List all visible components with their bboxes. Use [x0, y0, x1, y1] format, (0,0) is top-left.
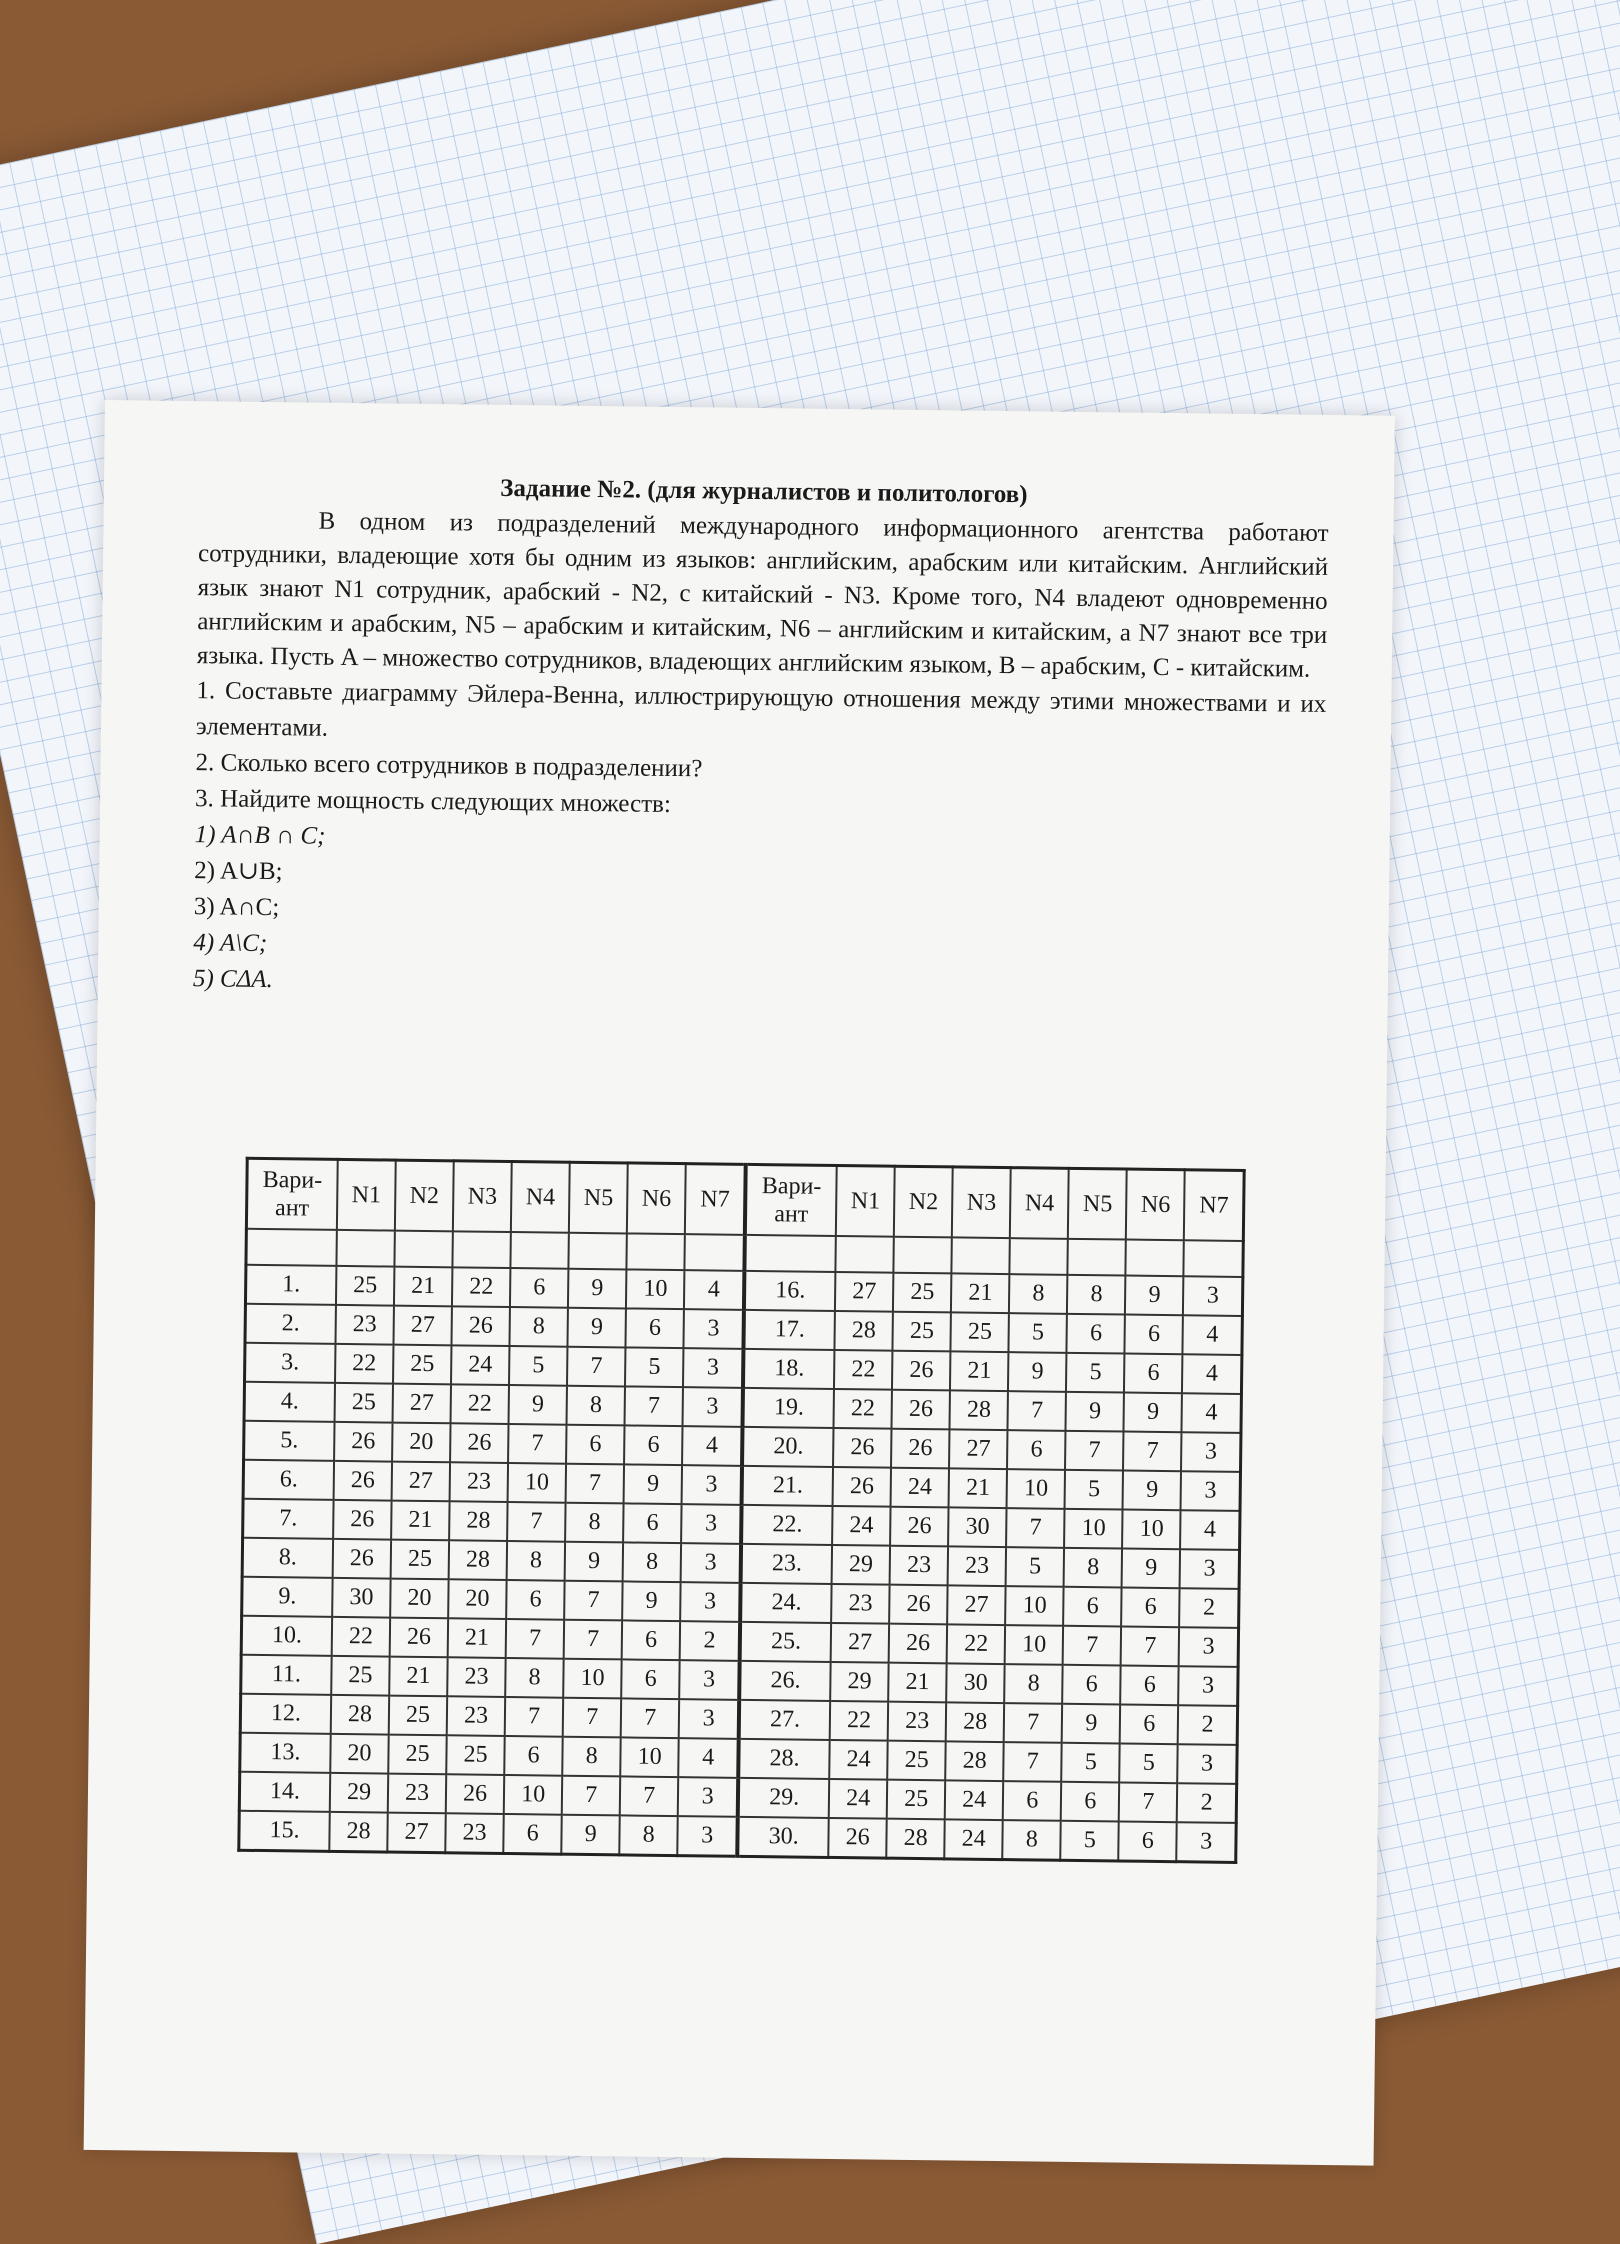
- table-cell: 25: [335, 1383, 394, 1423]
- table-cell: 6: [1067, 1314, 1126, 1354]
- variants-table: [237, 1157, 1245, 1864]
- table-cell: 3: [679, 1699, 739, 1739]
- table-cell: 4.: [244, 1382, 335, 1422]
- table-cell: 3: [681, 1543, 741, 1583]
- table-cell: 27: [831, 1623, 890, 1663]
- table-cell: 26: [828, 1818, 887, 1858]
- table-cell: 27: [387, 1813, 446, 1853]
- table-cell: 26: [334, 1422, 393, 1462]
- table-cell: 3: [684, 1309, 744, 1349]
- table-cell: 24.: [740, 1583, 831, 1623]
- table-cell: 8: [1064, 1548, 1123, 1588]
- table-cell: 6: [503, 1814, 562, 1854]
- table-cell: 6: [1121, 1588, 1180, 1628]
- table-cell: 25: [893, 1312, 952, 1352]
- table-cell: 23.: [741, 1544, 832, 1584]
- table-cell: 26: [446, 1774, 505, 1814]
- table-cell: 7: [564, 1581, 623, 1621]
- task-title: Задание №2. (для журналистов и политологов): [500, 474, 1028, 509]
- table-cell: 26: [892, 1390, 951, 1430]
- table-cell: 26: [450, 1423, 509, 1463]
- table-cell: 16.: [744, 1271, 835, 1311]
- table-cell: 21.: [742, 1466, 833, 1506]
- table-cell: 6: [504, 1736, 563, 1776]
- table-cell: 2: [1180, 1588, 1240, 1628]
- table-cell: 5: [1061, 1821, 1120, 1861]
- table-cell: 9: [624, 1464, 683, 1504]
- table-cell: 10: [1005, 1625, 1064, 1665]
- table-cell: [1126, 1240, 1184, 1277]
- table-cell: [569, 1233, 627, 1270]
- table-cell: 21: [394, 1267, 453, 1307]
- table-cell: 23: [948, 1546, 1007, 1586]
- table-cell: 18.: [743, 1349, 834, 1389]
- table-cell: 6: [1063, 1665, 1122, 1705]
- table-cell: 9: [1066, 1392, 1125, 1432]
- header-variant: Вари-ант: [246, 1158, 337, 1230]
- table-cell: 24: [891, 1468, 950, 1508]
- table-cell: 28: [886, 1819, 945, 1859]
- question-1: 1. Составьте диаграмму Эйлера-Венна, иллюстрирующую отношения между этими множествами и их элементами.: [195, 677, 1327, 742]
- table-cell: 3: [1183, 1276, 1243, 1316]
- table-cell: [685, 1234, 745, 1271]
- table-cell: 5: [1066, 1353, 1125, 1393]
- table-cell: 6: [566, 1425, 625, 1465]
- table-cell: 8: [565, 1503, 624, 1543]
- table-cell: 26: [390, 1618, 449, 1658]
- table-cell: 7: [1004, 1703, 1063, 1743]
- header-n4: N4: [511, 1162, 570, 1233]
- table-cell: 26: [890, 1507, 949, 1547]
- table-cell: 7: [566, 1464, 625, 1504]
- set-expression-5: 5) CΔA.: [192, 965, 274, 994]
- table-cell: [246, 1229, 337, 1266]
- table-cell: 22: [452, 1267, 511, 1307]
- table-cell: 3: [1179, 1627, 1239, 1667]
- table-cell: 3: [1180, 1549, 1240, 1589]
- table-cell: 19.: [743, 1388, 834, 1428]
- set-expression-4: 4) A\C;: [193, 929, 268, 958]
- table-cell: 27: [835, 1272, 894, 1312]
- table-cell: 3: [681, 1504, 741, 1544]
- table-cell: 28: [946, 1702, 1005, 1742]
- table-cell: 29.: [738, 1778, 829, 1818]
- table-cell: 9: [509, 1385, 568, 1425]
- table-cell: 3: [1179, 1666, 1239, 1706]
- table-cell: [894, 1237, 952, 1274]
- table-cell: 25: [391, 1540, 450, 1580]
- table-cell: 28: [950, 1390, 1009, 1430]
- table-cell: 10: [563, 1659, 622, 1699]
- table-cell: 28: [945, 1741, 1004, 1781]
- table-cell: 26: [833, 1467, 892, 1507]
- table-cell: 26: [452, 1306, 511, 1346]
- table-cell: 10: [504, 1775, 563, 1815]
- table-cell: [511, 1232, 569, 1269]
- table-cell: 8: [507, 1541, 566, 1581]
- table-cell: 7: [1121, 1627, 1180, 1667]
- table-cell: 23: [890, 1546, 949, 1586]
- set-expression-3: 3) A∩C;: [193, 893, 280, 922]
- table-cell: 21: [448, 1618, 507, 1658]
- table-cell: 28.: [738, 1739, 829, 1779]
- table-cell: 6: [1119, 1821, 1178, 1861]
- table-cell: 22: [335, 1344, 394, 1384]
- table-cell: [394, 1231, 452, 1268]
- table-cell: 4: [682, 1426, 742, 1466]
- header-n3-2: N3: [952, 1167, 1011, 1238]
- table-cell: 22: [332, 1617, 391, 1657]
- table-cell: 7: [508, 1424, 567, 1464]
- table-cell: 7: [1119, 1782, 1178, 1822]
- table-cell: 9: [622, 1581, 681, 1621]
- table-cell: 26: [833, 1428, 892, 1468]
- table-cell: 27: [394, 1306, 453, 1346]
- table-cell: 7: [620, 1776, 679, 1816]
- table-cell: 29: [832, 1545, 891, 1585]
- table-cell: 7.: [243, 1499, 334, 1539]
- table-cell: 25: [951, 1312, 1010, 1352]
- table-cell: 20: [392, 1423, 451, 1463]
- set-expression-2: 2) A∪B;: [194, 857, 283, 886]
- table-cell: 9: [1122, 1549, 1181, 1589]
- table-cell: 29: [830, 1662, 889, 1702]
- header-n7: N7: [685, 1164, 746, 1235]
- table-cell: 3: [1181, 1432, 1241, 1472]
- table-cell: 4: [684, 1270, 744, 1310]
- table-cell: 8: [505, 1658, 564, 1698]
- table-cell: 29: [330, 1773, 389, 1813]
- table-cell: 3: [678, 1777, 738, 1817]
- table-cell: 2.: [245, 1304, 336, 1344]
- table-cell: 9: [1124, 1393, 1183, 1433]
- table-cell: [745, 1235, 836, 1272]
- table-cell: 6: [1121, 1666, 1180, 1706]
- table-cell: 8: [623, 1542, 682, 1582]
- table-cell: 8.: [242, 1538, 333, 1578]
- table-cell: 23: [335, 1305, 394, 1345]
- table-cell: 23: [388, 1774, 447, 1814]
- table-cell: 3: [679, 1660, 739, 1700]
- table-cell: 11.: [241, 1655, 332, 1695]
- table-cell: 26: [334, 1461, 393, 1501]
- table-cell: 9: [1123, 1471, 1182, 1511]
- table-cell: 26: [333, 1539, 392, 1579]
- table-cell: 4: [1183, 1315, 1243, 1355]
- table-cell: 26: [891, 1429, 950, 1469]
- table-cell: 9.: [242, 1577, 333, 1617]
- table-cell: 3: [1178, 1744, 1238, 1784]
- header-n5-2: N5: [1068, 1168, 1127, 1239]
- table-cell: 25.: [740, 1622, 831, 1662]
- table-cell: 17.: [744, 1310, 835, 1350]
- table-cell: 3: [1177, 1822, 1237, 1862]
- table-cell: 21: [389, 1657, 448, 1697]
- table-cell: 6: [510, 1268, 569, 1308]
- table-cell: 25: [393, 1345, 452, 1385]
- table-cell: 2: [680, 1621, 740, 1661]
- set-expression-1: 1) A∩B ∩ C;: [194, 821, 326, 850]
- table-cell: 5: [1062, 1743, 1121, 1783]
- table-cell: 27: [947, 1585, 1006, 1625]
- table-cell: 10: [620, 1737, 679, 1777]
- table-cell: 7: [563, 1698, 622, 1738]
- table-cell: 5: [1120, 1744, 1179, 1784]
- table-cell: 30.: [737, 1817, 828, 1858]
- table-cell: 10: [1005, 1586, 1064, 1626]
- table-cell: 22.: [741, 1505, 832, 1545]
- header-n7-2: N7: [1184, 1170, 1244, 1241]
- table-cell: 6: [626, 1308, 685, 1348]
- table-cell: 20: [390, 1579, 449, 1619]
- table-cell: 9: [565, 1542, 624, 1582]
- table-cell: 10: [1122, 1510, 1181, 1550]
- header-n3: N3: [453, 1161, 512, 1232]
- table-cell: 24: [451, 1345, 510, 1385]
- table-cell: 20.: [742, 1427, 833, 1467]
- header-n2: N2: [395, 1160, 454, 1231]
- table-cell: 25: [446, 1735, 505, 1775]
- table-cell: 26: [889, 1624, 948, 1664]
- table-cell: [952, 1237, 1010, 1274]
- table-cell: [336, 1230, 394, 1267]
- table-cell: 25: [388, 1735, 447, 1775]
- table-cell: 8: [567, 1386, 626, 1426]
- table-cell: 21: [949, 1468, 1008, 1508]
- table-cell: 7: [562, 1776, 621, 1816]
- table-cell: 6: [622, 1620, 681, 1660]
- table-cell: 28: [835, 1311, 894, 1351]
- table-cell: 6: [1063, 1587, 1122, 1627]
- table-cell: 15.: [239, 1811, 330, 1852]
- table-cell: 7: [621, 1698, 680, 1738]
- table-cell: 27: [393, 1384, 452, 1424]
- table-cell: 12.: [240, 1694, 331, 1734]
- table-cell: 24: [829, 1740, 888, 1780]
- table-cell: 23: [450, 1462, 509, 1502]
- table-cell: 10: [1064, 1509, 1123, 1549]
- table-cell: 9: [1008, 1352, 1067, 1392]
- table-cell: 6: [621, 1659, 680, 1699]
- table-cell: [1184, 1240, 1243, 1277]
- table-cell: 22: [830, 1701, 889, 1741]
- table-cell: 8: [619, 1815, 678, 1855]
- table-cell: 4: [678, 1738, 738, 1778]
- header-n4-2: N4: [1010, 1168, 1069, 1239]
- table-cell: 6: [624, 1425, 683, 1465]
- table-cell: 7: [1063, 1626, 1122, 1666]
- table-cell: [836, 1236, 894, 1273]
- table-cell: 27: [949, 1429, 1008, 1469]
- header-variant-2: Вари-ант: [745, 1164, 837, 1236]
- table-cell: 24: [829, 1779, 888, 1819]
- table-cell: [627, 1233, 685, 1270]
- table-cell: 7: [506, 1619, 565, 1659]
- table-cell: 1.: [245, 1265, 336, 1305]
- table-cell: 21: [888, 1663, 947, 1703]
- table-cell: 22: [947, 1624, 1006, 1664]
- table-cell: 23: [447, 1696, 506, 1736]
- table-cell: 5: [509, 1346, 568, 1386]
- header-n2-2: N2: [894, 1166, 953, 1237]
- table-cell: 6: [1061, 1782, 1120, 1822]
- table-cell: 25: [887, 1780, 946, 1820]
- header-n5: N5: [569, 1162, 628, 1233]
- table-cell: 3: [683, 1348, 743, 1388]
- table-cell: 9: [568, 1269, 627, 1309]
- table-cell: 6: [1124, 1354, 1183, 1394]
- table-cell: 7: [567, 1347, 626, 1387]
- table-cell: 22: [834, 1350, 893, 1390]
- table-cell: 6: [1125, 1315, 1184, 1355]
- table-cell: 7: [507, 1502, 566, 1542]
- table-cell: 3.: [245, 1343, 336, 1383]
- table-cell: 10.: [241, 1616, 332, 1656]
- header-n1-2: N1: [836, 1165, 895, 1236]
- table-cell: 6: [506, 1580, 565, 1620]
- question-2: 2. Сколько всего сотрудников в подразделении?: [195, 749, 703, 783]
- table-cell: 24: [832, 1506, 891, 1546]
- table-cell: 21: [951, 1273, 1010, 1313]
- table-cell: [453, 1231, 511, 1268]
- table-cell: 14.: [239, 1772, 330, 1812]
- table-cell: 26: [889, 1585, 948, 1625]
- header-n6-2: N6: [1126, 1169, 1185, 1240]
- table-cell: 25: [336, 1266, 395, 1306]
- table-cell: 28: [329, 1812, 388, 1852]
- table-cell: 5: [1009, 1313, 1068, 1353]
- table-cell: 4: [1182, 1393, 1242, 1433]
- table-cell: 30: [946, 1663, 1005, 1703]
- table-cell: 5: [1006, 1547, 1065, 1587]
- table-cell: 8: [510, 1307, 569, 1347]
- table-cell: 8: [1009, 1274, 1068, 1314]
- table-cell: 7: [1065, 1431, 1124, 1471]
- task-content: [192, 471, 1329, 1855]
- table-cell: 7: [505, 1697, 564, 1737]
- table-cell: 7: [564, 1620, 623, 1660]
- table-cell: 6: [1007, 1430, 1066, 1470]
- table-cell: 3: [1181, 1471, 1241, 1511]
- table-cell: 27.: [739, 1700, 830, 1740]
- table-cell: 3: [682, 1465, 742, 1505]
- table-cell: 25: [389, 1696, 448, 1736]
- table-cell: [1068, 1239, 1126, 1276]
- table-cell: 28: [331, 1695, 390, 1735]
- table-cell: 30: [948, 1507, 1007, 1547]
- table-cell: 6: [623, 1503, 682, 1543]
- table-cell: 24: [945, 1819, 1004, 1859]
- question-3: 3. Найдите мощность следующих множеств:: [194, 785, 672, 818]
- table-cell: 22: [834, 1389, 893, 1429]
- table-cell: 28: [449, 1501, 508, 1541]
- table-cell: 9: [561, 1815, 620, 1855]
- table-cell: 25: [893, 1273, 952, 1313]
- table-cell: 25: [887, 1741, 946, 1781]
- table-cell: 10: [508, 1463, 567, 1503]
- table-cell: 8: [562, 1737, 621, 1777]
- table-cell: 21: [391, 1501, 450, 1541]
- table-cell: 25: [331, 1656, 390, 1696]
- table-cell: 3: [683, 1387, 743, 1427]
- table-cell: 5.: [244, 1421, 335, 1461]
- table-cell: 2: [1178, 1705, 1238, 1745]
- table-cell: 3: [678, 1816, 738, 1856]
- table-cell: 3: [680, 1582, 740, 1622]
- table-cell: 8: [1004, 1664, 1063, 1704]
- task-intro: В одном из подразделений международного информационного агентства работают сотрудники, владеющие хотя бы одним из языков: английским, арабским или китайским. Английский язык знают N1 сотрудник, арабский - N2, с китайский - N3. Кроме того, N4 владеют одновременно английским и арабским, N5 – арабским и китайским, N6 – английским и китайским, а N7 знают все три языка. Пусть A – множество сотрудников, владеющих английским языком, B – арабским, C - китайским.: [196, 507, 1329, 683]
- table-cell: 9: [568, 1308, 627, 1348]
- table-body: [239, 1229, 1244, 1863]
- table-cell: 4: [1180, 1510, 1240, 1550]
- table-cell: 22: [451, 1384, 510, 1424]
- table-cell: 26: [333, 1500, 392, 1540]
- table-cell: 28: [449, 1540, 508, 1580]
- table-cell: 9: [1062, 1704, 1121, 1744]
- table-cell: 27: [392, 1462, 451, 1502]
- table-cell: 20: [330, 1734, 389, 1774]
- table-cell: 26.: [739, 1661, 830, 1701]
- table-cell: 23: [445, 1813, 504, 1853]
- header-n1: N1: [337, 1159, 396, 1230]
- header-n6: N6: [627, 1163, 686, 1234]
- table-cell: 5: [1065, 1470, 1124, 1510]
- table-header-row: [246, 1158, 1244, 1241]
- table-cell: 6.: [243, 1460, 334, 1500]
- table-cell: 2: [1177, 1783, 1237, 1823]
- table-cell: 5: [625, 1347, 684, 1387]
- task-sheet: [84, 400, 1395, 2166]
- table-cell: 10: [626, 1269, 685, 1309]
- table-cell: 24: [945, 1780, 1004, 1820]
- table-cell: 8: [1067, 1275, 1126, 1315]
- table-cell: 20: [448, 1579, 507, 1619]
- table-cell: 30: [332, 1578, 391, 1618]
- table-cell: 26: [892, 1351, 951, 1391]
- table-cell: 6: [1120, 1705, 1179, 1745]
- table-cell: 23: [831, 1584, 890, 1624]
- table-cell: 7: [1004, 1742, 1063, 1782]
- table-cell: 7: [625, 1386, 684, 1426]
- table-cell: 9: [1125, 1276, 1184, 1316]
- table-cell: 10: [1007, 1469, 1066, 1509]
- table-cell: 4: [1182, 1354, 1242, 1394]
- table-cell: 7: [1008, 1391, 1067, 1431]
- table-cell: 23: [888, 1702, 947, 1742]
- table-cell: 6: [1003, 1781, 1062, 1821]
- table-cell: 8: [1003, 1820, 1062, 1860]
- table-cell: [1010, 1238, 1068, 1275]
- table-cell: 23: [447, 1657, 506, 1697]
- table-cell: 21: [950, 1351, 1009, 1391]
- table-cell: 7: [1123, 1432, 1182, 1472]
- table-cell: 7: [1006, 1508, 1065, 1548]
- table-cell: 13.: [240, 1733, 331, 1773]
